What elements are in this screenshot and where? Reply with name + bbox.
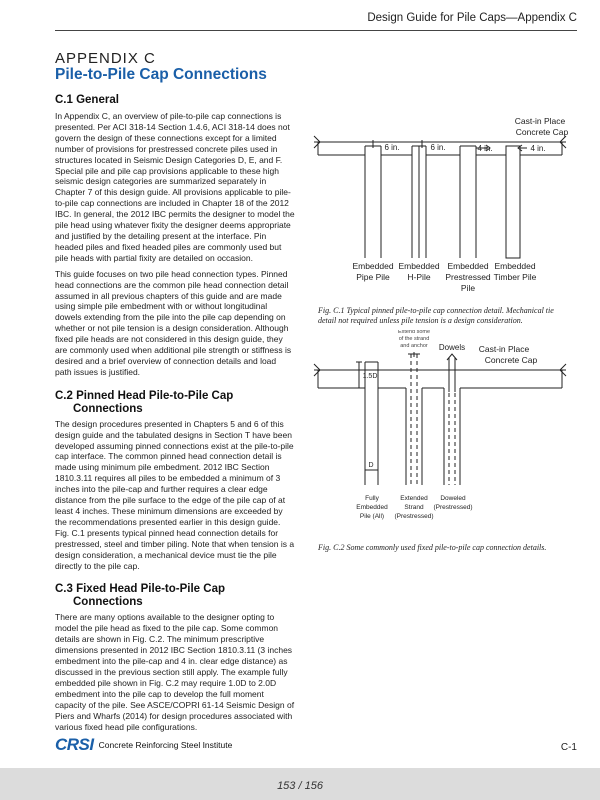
fig2-dim-d: D [368,462,374,469]
fig2-pile-label: Embedded [356,504,388,511]
fig1-pile-label: Embedded [352,261,394,271]
figure-c2-diagram [310,330,570,530]
fig1-pile-label: Timber Pile [493,272,537,282]
fig1-pile-label: Pile [460,283,476,293]
fig1-dim-6in: 6 in. [384,143,400,152]
figure-c1-caption: Fig. C.1 Typical pinned pile-to-pile cap connection detail. Mechanical tie detail not required unless pile tension is a design consideration. [318,306,554,325]
figure-c1-diagram [310,110,570,295]
heading-line: C.2 Pinned Head Pile-to-Pile Cap [55,389,234,402]
fig1-pile-label: Prestressed [445,272,491,282]
fig1-cap-label-1: Cast-in Place [514,116,566,126]
organization-name: Concrete Reinforcing Steel Institute [98,740,233,750]
heading-line: Connections [73,596,143,609]
fig2-pile-label: Strand [404,504,424,511]
fig2-pile-label: Fully [365,495,379,502]
fig2-pile-label: Doweled [440,495,466,502]
section-heading-c2 [55,390,295,416]
fig2-pile-label: Extended [400,495,428,502]
paragraph: In Appendix C, an overview of pile-to-pile cap connections is presented. Per ACI 318-14 Section 1.4.6, ACI 318-14 does not govern the design of these connections except for a limited number of provisions for prestressed concrete piles used in structures located in Seismic Design Categories D, E, and F. Special pile and pile cap provisions applicable to these high seismic design categories are summarized separately in Chapter 7 of this design guide. All provisions applicable to pile-to-pile cap connections are included in Chapter 18 of the 2012 IBC. In general, the 2012 IBC permits the designer to model the pile head using whatever fixity the designer deems appropriate and justified by the detailing present at the interface. Pin headed piles and fixed headed piles are commonly used but pile heads with partial fixity are detailed on occasion. [55,111,295,263]
fig1-dim-6in: 6 in. [430,143,446,152]
fig2-pile-label: Pile (All) [359,513,385,520]
section-heading-c1: C.1 General [55,94,119,106]
fig2-pile-label: (Prestressed) [433,504,473,511]
fig1-pile-label: H-Pile [407,272,431,282]
fig1-dim-4in: 4 in. [477,144,493,153]
fig1-pile-label: Embedded [447,261,489,271]
fig1-cap-label-2: Concrete Cap [515,127,569,137]
fig1-dim-4in: 4 in. [530,144,546,153]
header-rule [55,30,577,31]
fig2-dim-1-5d: 1.5D [362,373,378,380]
paragraph: This guide focuses on two pile head connection types. Pinned head connections are the common pile head connection detail assumed in all previous chapters of this guide and are made using simple pile embedment with or without longitudinal dowels extending from the pile into the pile cap depending on whether or not pile tension is a design consideration. Although fixed pile heads are not considered in this design guide, they are commonly used when additional pile strength or stiffness is desired and a brief overview of connection details and load path issues is justified. [55,268,292,377]
fig2-dowels-label: Dowels [438,343,466,352]
heading-line: C.3 Fixed Head Pile-to-Pile Cap [55,583,225,596]
fig2-note: Extend some [397,330,431,335]
heading-line: Connections [73,402,143,415]
crsi-logo-text: CRSI [55,735,94,754]
fig2-cap-label-1: Cast-in Place [478,344,530,354]
fig1-pile-label: Embedded [398,261,440,271]
figure-c2-caption: Fig. C.2 Some commonly used fixed pile-to-pile cap connection details. [318,543,547,552]
fig2-note: and anchor [400,343,428,349]
appendix-label: APPENDIX C [55,50,156,67]
fig2-cap-label-2: Concrete Cap [484,355,538,365]
appendix-title: Pile-to-Pile Cap Connections [55,66,267,83]
section-heading-c3 [55,583,295,609]
fig2-pile-label: (Prestressed) [394,513,434,520]
fig1-pile-label: Embedded [494,261,536,271]
page-number: C-1 [560,742,577,753]
running-header: Design Guide for Pile Caps—Appendix C [367,12,577,24]
paragraph: There are many options available to the designer opting to model the pile head as fixed to the pile cap. Some common details are shown in Fig. C.2. The minimum prescriptive dimensions presented in 2012 IBC Section 1810.3.11 (3 inches embedment into the pile-cap and 4 in. clear edge distance) as discussed in the previous section still apply. The example fully embedded pile shown in Fig. C.2 may require 1.0D to 2.0D embedment into the pile cap to develop the full moment capacity of the pile. See ASCE/COPRI 61-14 Seismic Design of Piers and Wharfs (2014) for design procedures associated with various fixed head pile configurations. [55,612,295,732]
text-column [55,94,295,732]
fig1-pile-label: Pipe Pile [356,272,390,282]
page-indicator: 153 / 156 [277,780,323,792]
crsi-logo [55,735,232,755]
paragraph: The design procedures presented in Chapters 5 and 6 of this design guide and the tabulated designs in Section T have been developed assuming pinned connections exist at the pile-to-pile cap interface. The common pinned head connection detail is made using minimum pile embedment. 2012 IBC Section 1810.3.11 requires all piles to be embedded a minimum of 3 inches into the pile-cap and further requires a clear edge distance from the pile surface to the edge of the pile cap of at least 4 inches. These minimum dimensions are exceeded by the recommendations presented earlier in this design guide. Fig. C.1 presents typical pinned head connection details for prestressed, steel and timber piling. Note that when tension is a design consideration, a mechanical device must tie the pile directly to the pile cap. [55,418,295,571]
fig2-note: of the strand [398,336,430,342]
